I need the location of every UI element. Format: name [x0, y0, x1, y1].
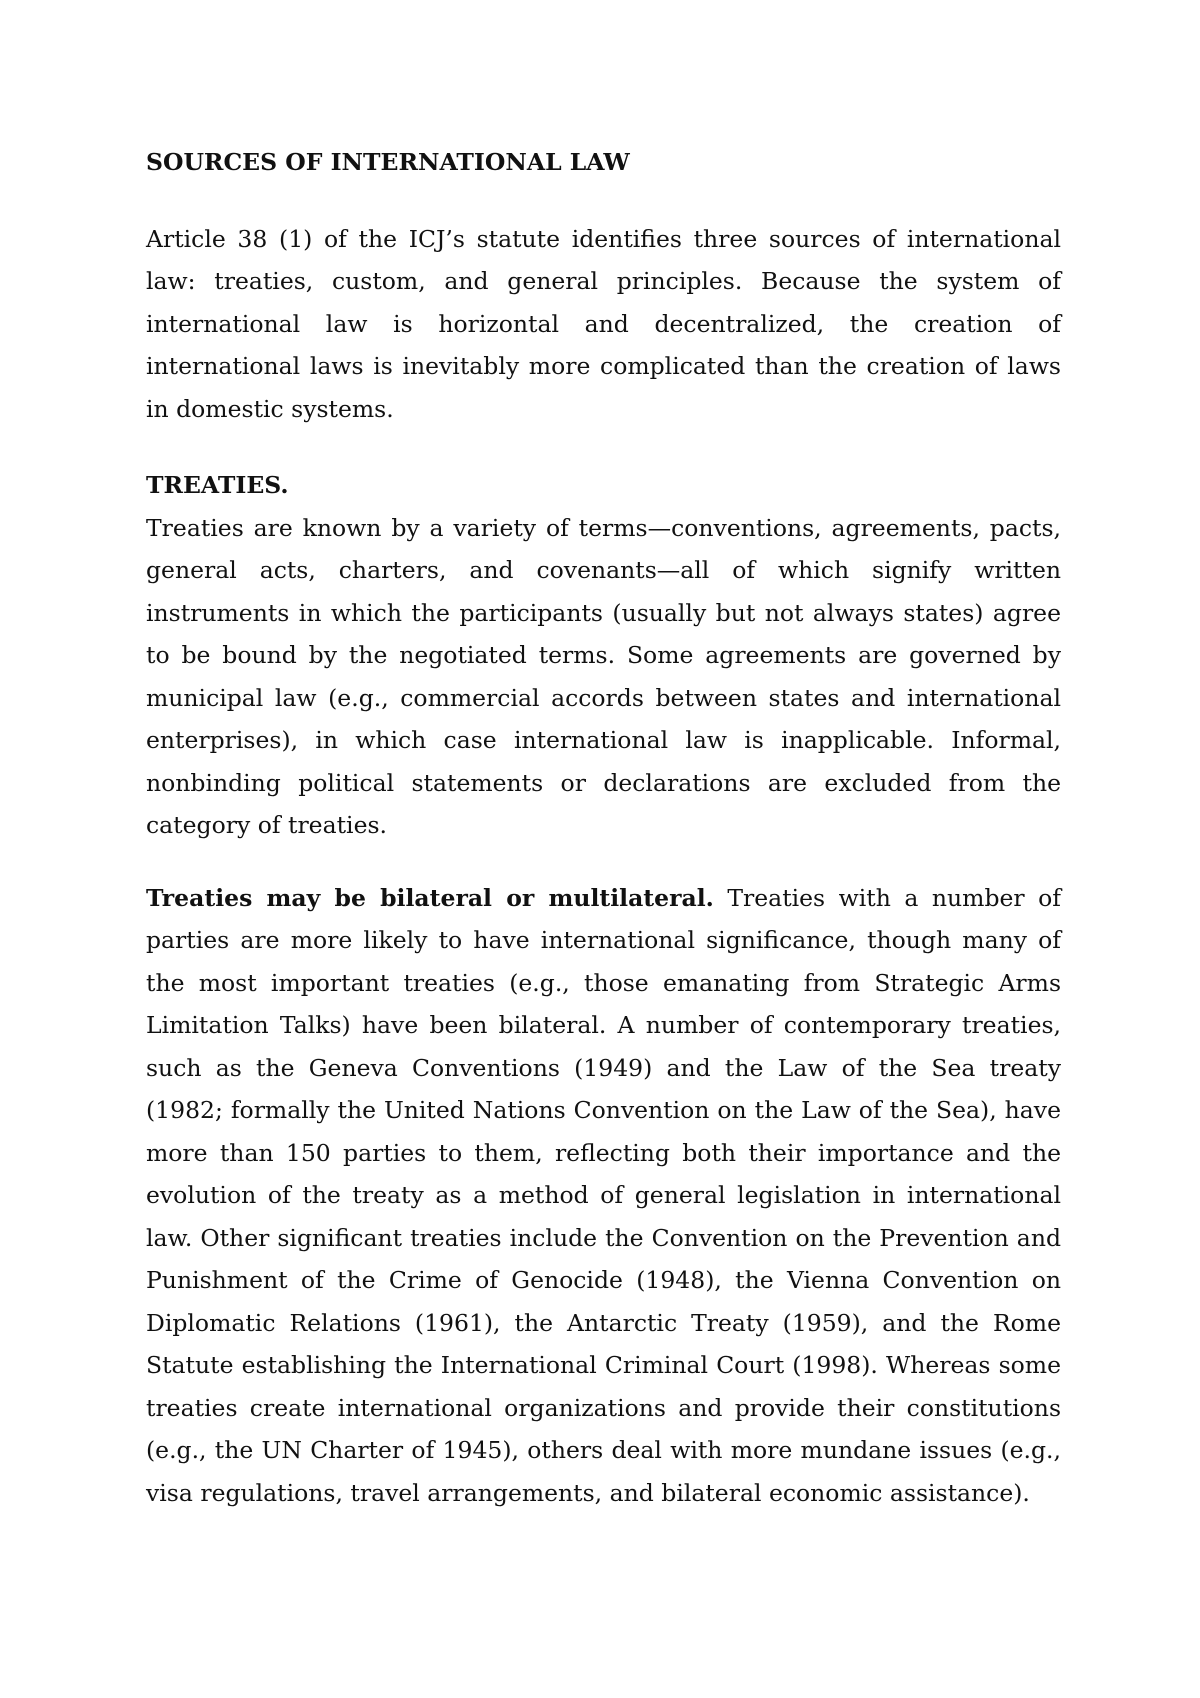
bilateral-text: Treaties with a number of parties are more likely to have international significance, though many of the most important treaties (e.g., those emanating from Strategic Arms Limitation Talks) have been bilateral. A number of contemporary treaties, such as the Geneva Conventions (1949) and the Law of the Sea treaty (1982; formally the United Nations Convention on the Law of the Sea), have more than 150 parties to them, reflecting both their importance and the evolution of the treaty as a method of general legislation in international law. Other significant treaties include the Convention on the Prevention and Punishment of the Crime of Genocide (1948), the Vienna Convention on Diplomatic Relations (1961), the Antarctic Treaty (1959), and the Rome Statute establishing the International Criminal Court (1998). Whereas some treaties create international organizations and provide their constitutions (e.g., the UN Charter of 1945), others deal with more mundane issues (e.g., visa regulations, travel arrangements, and bilateral economic assistance).	[146, 883, 1061, 1507]
intro-paragraph: Article 38 (1) of the ICJ’s statute identifies three sources of international law: treaties, custom, and general principles. Because the system of international law is horizontal and decentralized, the creation of international laws is inevitably more complicated than the creation of laws in domestic systems.	[146, 224, 1061, 423]
treaties-heading: TREATIES.	[146, 471, 289, 499]
spacer	[146, 184, 1061, 218]
spacer	[146, 430, 1061, 464]
spacer	[146, 847, 1061, 877]
document-title: SOURCES OF INTERNATIONAL LAW	[146, 148, 630, 176]
bilateral-lead: Treaties may be bilateral or multilateral.	[146, 883, 714, 912]
treaties-paragraph: Treaties are known by a variety of terms—conventions, agreements, pacts, general acts, charters, and covenants—all of which signify written instruments in which the participants (usually but not always states) agree to be bound by the negotiated terms. Some agreements are governed by municipal law (e.g., commercial accords between states and international enterprises), in which case international law is inapplicable. Informal, nonbinding political statements or declarations are excluded from the category of treaties.	[146, 513, 1061, 839]
document-body	[146, 141, 1061, 1514]
bilateral-paragraph	[146, 877, 1061, 1515]
